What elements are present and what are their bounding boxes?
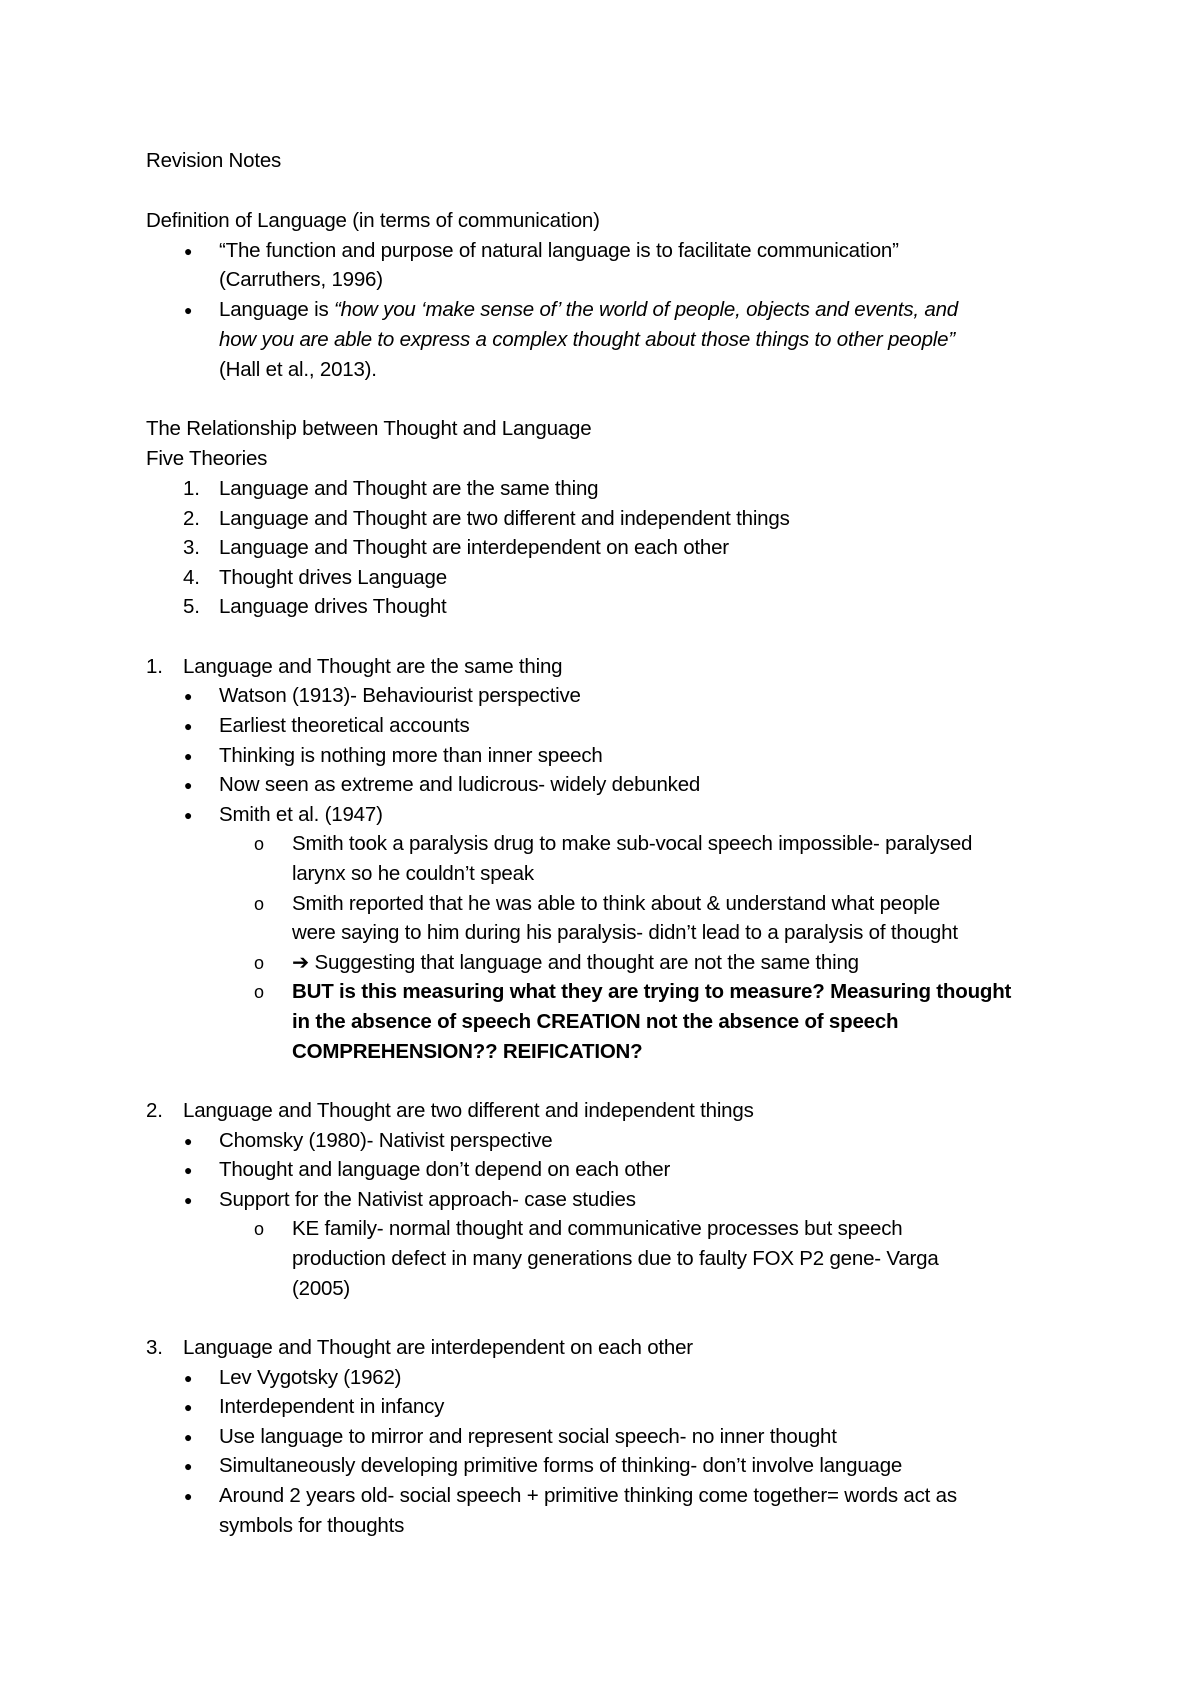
sub-bullet-bold-text: in the absence of speech CREATION not the absence of speech [292,1010,899,1033]
bullet-text: Support for the Nativist approach- case studies [219,1188,636,1211]
sub-bullet-text: were saying to him during his paralysis- didn’t lead to a paralysis of thought [292,921,958,944]
theory-list-item: Language and Thought are two different and independent things [219,507,790,530]
definition-quote-italic: “how you ‘make sense of’ the world of people, objects and events, and [334,298,959,321]
theory-list-item: Language and Thought are the same thing [219,477,599,500]
bullet-marker: ● [184,1429,193,1445]
list-number: 1. [183,477,200,500]
definition-prefix: Language is [219,298,335,321]
bullet-text: Lev Vygotsky (1962) [219,1366,402,1389]
bullet-marker: ● [184,807,193,823]
bullet-marker: ● [184,1399,193,1415]
theory-list-item: Language drives Thought [219,595,447,618]
section-number: 2. [146,1099,163,1122]
bullet-text: Interdependent in infancy [219,1395,445,1418]
bullet-marker: ● [184,1458,193,1474]
bullet-marker: ● [184,718,193,734]
bullet-text: Around 2 years old- social speech + primitive thinking come together= words act as [219,1484,957,1507]
sub-bullet-marker: o [254,953,264,973]
bullet-text: Smith et al. (1947) [219,803,383,826]
sub-bullet-marker: o [254,894,264,914]
bullet-marker: ● [184,1162,193,1178]
definition-line [219,295,958,325]
bullet-text: Simultaneously developing primitive forms of thinking- don’t involve language [219,1454,903,1477]
five-theories-heading: Five Theories [146,447,268,470]
bullet-marker: ● [184,777,193,793]
sub-bullet-text: larynx so he couldn’t speak [292,862,534,885]
sub-bullet-bold-text: COMPREHENSION?? REIFICATION? [292,1040,643,1063]
sub-bullet-text: KE family- normal thought and communicative processes but speech [292,1217,903,1240]
bullet-text: Chomsky (1980)- Nativist perspective [219,1129,553,1152]
sub-bullet-marker: o [254,834,264,854]
section-heading: Language and Thought are two different and independent things [183,1099,754,1122]
sub-bullet-text [292,948,859,978]
definition-citation: (Hall et al., 2013). [219,358,377,381]
sub-bullet-text: Smith took a paralysis drug to make sub-vocal speech impossible- paralysed [292,832,973,855]
sub-bullet-marker: o [254,982,264,1002]
bullet-text: Thinking is nothing more than inner speech [219,744,603,767]
bullet-marker: ● [184,1133,193,1149]
list-number: 2. [183,507,200,530]
bullet-marker: ● [184,302,193,318]
definition-quote-italic-cont: how you are able to express a complex thought about those things to other people” [219,328,955,351]
sub-bullet-content: Suggesting that language and thought are not the same thing [314,951,859,974]
bullet-marker: ● [184,688,193,704]
bullet-text: Use language to mirror and represent social speech- no inner thought [219,1425,837,1448]
bullet-text: Now seen as extreme and ludicrous- widely debunked [219,773,701,796]
list-number: 4. [183,566,200,589]
bullet-text: Earliest theoretical accounts [219,714,470,737]
section-heading: Language and Thought are the same thing [183,655,563,678]
section-number: 1. [146,655,163,678]
bullet-marker: ● [184,1488,193,1504]
list-number: 3. [183,536,200,559]
bullet-marker: ● [184,748,193,764]
definition-quote-line: “The function and purpose of natural language is to facilitate communication” [219,239,899,262]
section-heading: Language and Thought are interdependent on each other [183,1336,693,1359]
list-number: 5. [183,595,200,618]
theory-list-item: Thought drives Language [219,566,447,589]
sub-bullet-bold-text: BUT is this measuring what they are trying to measure? Measuring thought [292,980,1012,1003]
sub-bullet-text: production defect in many generations due to faulty FOX P2 gene- Varga [292,1247,939,1270]
bullet-marker: ● [184,1192,193,1208]
document-title: Revision Notes [146,149,282,172]
bullet-text: Thought and language don’t depend on each other [219,1158,671,1181]
sub-bullet-text: (2005) [292,1277,351,1300]
definition-heading: Definition of Language (in terms of communication) [146,209,600,232]
theory-list-item: Language and Thought are interdependent on each other [219,536,729,559]
sub-bullet-marker: o [254,1219,264,1239]
bullet-text-cont: symbols for thoughts [219,1514,405,1537]
relationship-heading: The Relationship between Thought and Language [146,417,592,440]
arrow-icon: ➔ [292,951,309,974]
bullet-marker: ● [184,1370,193,1386]
section-number: 3. [146,1336,163,1359]
definition-citation: (Carruthers, 1996) [219,268,383,291]
bullet-text: Watson (1913)- Behaviourist perspective [219,684,581,707]
bullet-marker: ● [184,243,193,259]
sub-bullet-text: Smith reported that he was able to think about & understand what people [292,892,940,915]
